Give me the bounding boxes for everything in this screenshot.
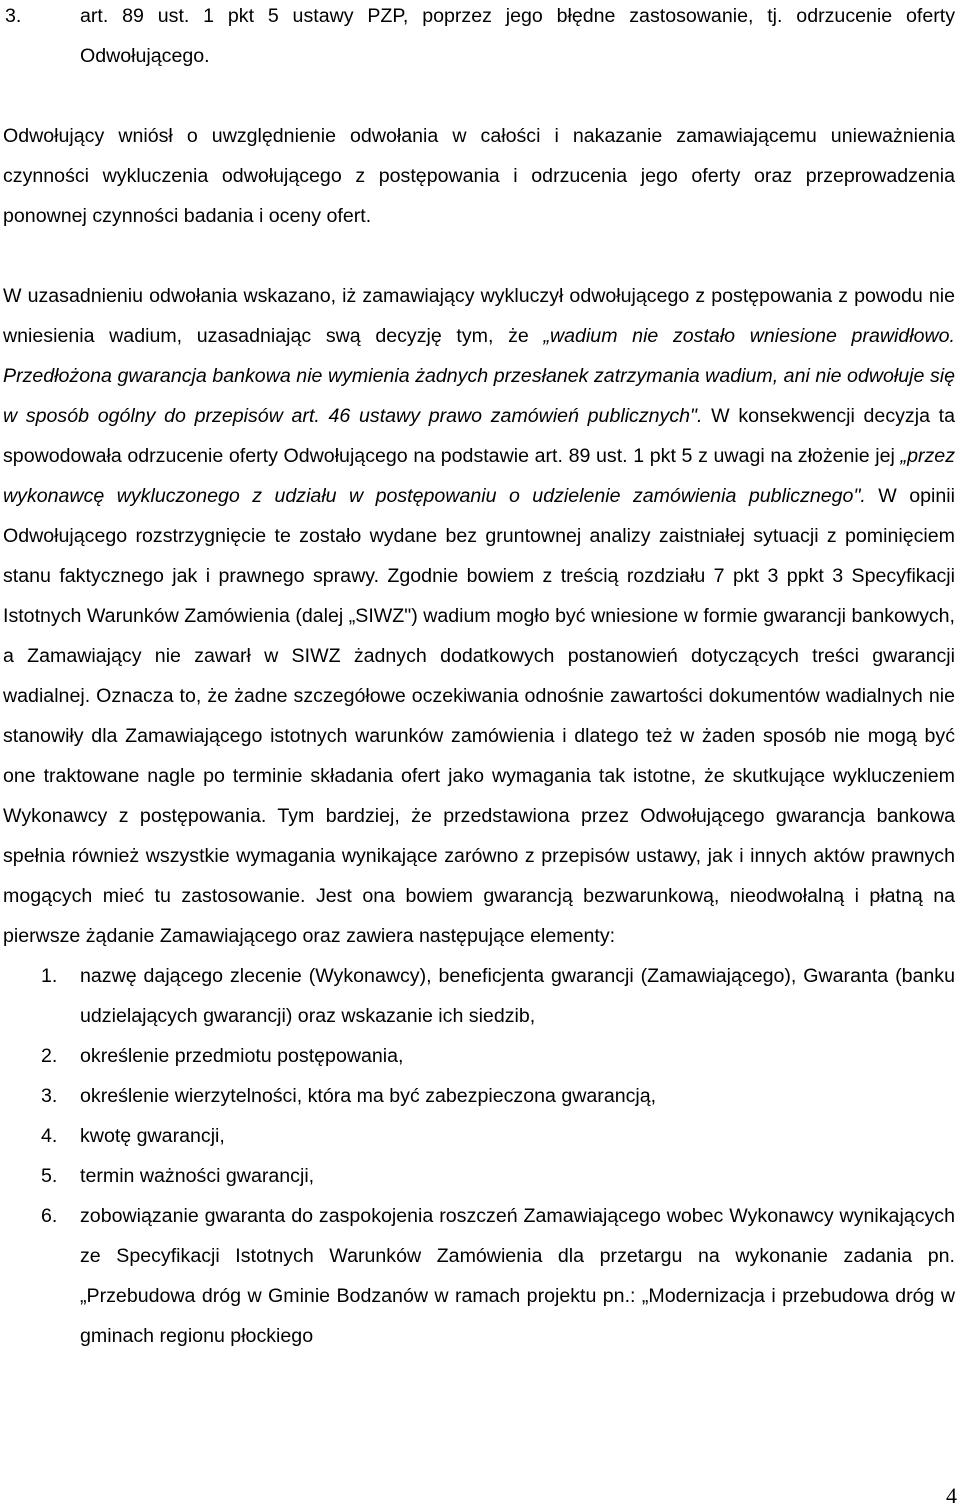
document-body	[3, 0, 955, 1356]
list-item	[3, 1196, 955, 1356]
paragraph-gap	[3, 236, 955, 276]
quote-decision: „wadium nie zostało wniesione prawidłowo. Przedłożona gwarancja bankowa nie wymienia żadnych przesłanek zatrzymania wadium, ani nie odwołuje się w sposób ogólny do przepisów art. 46 ustawy prawo zamówień publicznych".	[3, 325, 955, 427]
list-item	[3, 956, 955, 1036]
page-number: 4	[946, 1483, 957, 1508]
list-item-text: zobowiązanie gwaranta do zaspokojenia roszczeń Zamawiającego wobec Wykonawcy wynikających ze Specyfikacji Istotnych Warunków Zamówienia dla przetargu na wykonanie zadania pn. „Przebudowa dróg w Gminie Bodzanów w ramach projektu pn.: „Modernizacja i przebudowa dróg w gminach regionu płockiego	[80, 1205, 955, 1347]
paragraph-gap	[3, 76, 955, 116]
justification-text-1: W uzasadnieniu odwołania wskazano, iż zamawiający wykluczył odwołującego z postępowania z powodu nie wniesienia wadium, uzasadniając swą decyzję tym, że	[3, 285, 955, 347]
paragraph-request: Odwołujący wniósł o uwzględnienie odwołania w całości i nakazanie zamawiającemu unieważnienia czynności wykluczenia odwołującego z postępowania i odrzucenia jego oferty oraz przeprowadzenia ponownej czynności badania i oceny ofert.	[3, 125, 955, 227]
list-item-text: określenie przedmiotu postępowania,	[80, 1045, 404, 1067]
quote-rejection: „przez wykonawcę wykluczonego z udziału w postępowaniu o udzielenie zamówienia publicznego".	[3, 445, 955, 507]
list-item-text: kwotę gwarancji,	[80, 1125, 225, 1147]
justification-text-3: W opinii Odwołującego rozstrzygnięcie te zostało wydane bez gruntownej analizy zaistniałej sytuacji z pominięciem stanu faktycznego jak i prawnego sprawy. Zgodnie bowiem z treścią rozdziału 7 pkt 3 ppkt 3 Specyfikacji Istotnych Warunków Zamówienia (dalej „SIWZ") wadium mogło być wniesione w formie gwarancji bankowych, a Zamawiający nie zawarł w SIWZ żadnych dodatkowych postanowień dotyczących treści gwarancji wadialnej. Oznacza to, że żadne szczegółowe oczekiwania odnośnie zawartości dokumentów wadialnych nie stanowiły dla Zamawiającego istotnych warunków zamówienia i dlatego też w żaden sposób nie mogą być one traktowane nagle po terminie składania ofert jako wymagania tak istotne, że skutkujące wykluczeniem Wykonawcy z postępowania. Tym bardziej, że przedstawiona przez Odwołującego gwarancja bankowa spełnia również wszystkie wymagania wynikające zarówno z przepisów ustawy, jak i innych aktów prawnych mogących mieć tu zastosowanie. Jest ona bowiem gwarancją bezwarunkową, nieodwołalną i płatną na pierwsze żądanie Zamawiającego oraz zawiera następujące elementy:	[3, 485, 955, 947]
list-item-number: 4.	[41, 1125, 58, 1147]
list-item-text: art. 89 ust. 1 pkt 5 ustawy PZP, poprzez jego błędne zastosowanie, tj. odrzucenie oferty Odwołującego.	[80, 5, 955, 67]
list-item	[3, 1116, 955, 1156]
list-item-text: określenie wierzytelności, która ma być zabezpieczona gwarancją,	[80, 1085, 657, 1107]
list-item	[3, 1076, 955, 1116]
list-item-number: 2.	[41, 1045, 58, 1067]
list-item-text: termin ważności gwarancji,	[80, 1165, 315, 1187]
list-item	[3, 1156, 955, 1196]
list-item-number: 3.	[5, 5, 22, 27]
paragraph-justification	[3, 276, 955, 956]
list-item-text: nazwę dającego zlecenie (Wykonawcy), beneficjenta gwarancji (Zamawiającego), Gwaranta (banku udzielających gwarancji) oraz wskazanie ich siedzib,	[80, 965, 955, 1027]
list-item-number: 6.	[41, 1205, 58, 1227]
list-item-number: 1.	[41, 965, 58, 987]
justification-text-2: W konsekwencji decyzja ta spowodowała odrzucenie oferty Odwołującego na podstawie art. 89 ust. 1 pkt 5 z uwagi na złożenie jej	[3, 405, 956, 467]
list-item-number: 5.	[41, 1165, 58, 1187]
guarantee-elements-list	[3, 956, 955, 1356]
list-item	[3, 1036, 955, 1076]
list-item-3	[3, 0, 955, 76]
list-item-number: 3.	[41, 1085, 58, 1107]
